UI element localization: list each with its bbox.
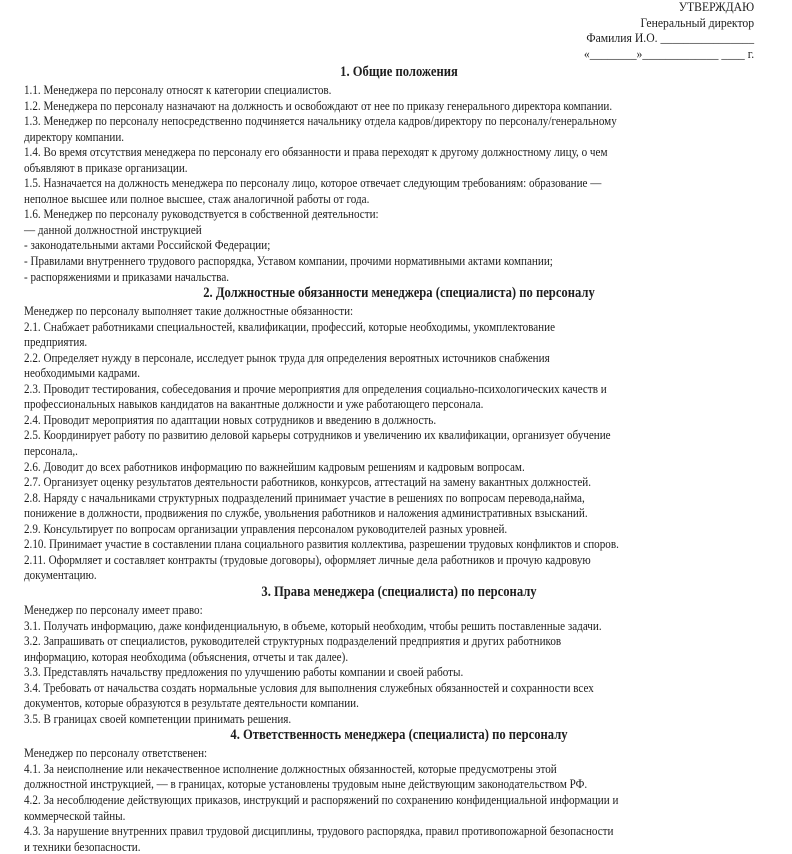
text-line: 4.1. За неисполнение или некачественное исполнение должностных обязанностей, которые предусмотрены этой — [24, 760, 557, 776]
text-line: Менеджер по персоналу ответственен: — [24, 745, 208, 761]
text-line: 3.3. Представлять начальству предложения по улучшению работы компании и своей работы. — [24, 664, 464, 680]
text-line: 3.4. Требовать от начальства создать нормальные условия для выполнения служебных обязанностей и сохранности всех — [24, 679, 594, 695]
text-line: 2.3. Проводит тестирования, собеседования и прочие мероприятия для определения социально-психологических качеств и — [24, 380, 607, 396]
section-heading: 2. Должностные обязанности менеджера (специалиста) по персоналу — [203, 285, 595, 302]
text-line: и техники безопасности. — [24, 838, 141, 854]
text-line: 3.2. Запрашивать от специалистов, руководителей структурных подразделений предприятия и других работников — [24, 633, 562, 649]
section-4 — [24, 726, 774, 854]
text-line: Менеджер по персоналу имеет право: — [24, 601, 203, 617]
text-line: 3.5. В границах своей компетенции принимать решения. — [24, 710, 292, 726]
text-line: - Правилами внутреннего трудового распорядка, Уставом компании, прочими нормативными актами компании; — [24, 253, 553, 269]
text-line: 2.1. Снабжает работниками специальностей, квалификации, профессий, которые необходимы, укомплектование — [24, 318, 556, 334]
text-line: неполное высшее или полное высшее, стаж аналогичной работы от года. — [24, 190, 370, 206]
text-line: 2.9. Консультирует по вопросам организации управления персоналом руководителей разных уровней. — [24, 520, 508, 536]
text-line: необходимыми кадрами. — [24, 365, 140, 381]
text-line: 2.7. Организует оценку результатов деятельности работников, конкурсов, аттестаций на замену вакантных должностей. — [24, 474, 591, 490]
text-line: - распоряжениями и приказами начальства. — [24, 268, 230, 284]
text-line: 1.5. Назначается на должность менеджера по персоналу лицо, которое отвечает следующим требованиям: образование — — [24, 175, 602, 191]
section-heading: 3. Права менеджера (специалиста) по персоналу — [261, 583, 537, 600]
approval-block — [565, 0, 754, 61]
text-line: объявляют в приказе организации. — [24, 159, 188, 175]
section-1 — [24, 63, 774, 284]
text-line: 1.6. Менеджер по персоналу руководствуется в собственной деятельности: — [24, 206, 379, 222]
text-line: 4.3. За нарушение внутренних правил трудовой дисциплины, трудового распорядка, правил противопожарной безопасности — [24, 823, 614, 839]
section-2 — [24, 284, 774, 583]
text-line: 4.2. За несоблюдение действующих приказов, инструкций и распоряжений по сохранению конфиденциальной информации и — [24, 791, 619, 807]
text-line: профессиональных навыков кандидатов на вакантные должности и уже работающего персонала. — [24, 396, 484, 412]
text-line: — данной должностной инструкцией — [24, 221, 202, 237]
text-line: 1.2. Менеджера по персоналу назначают на должность и освобождают от нее по приказу генерального директора компании. — [24, 97, 613, 113]
text-line: документацию. — [24, 567, 97, 583]
section-heading: 1. Общие положения — [340, 64, 458, 80]
approval-date-line: «________»_____________ ____ г. — [583, 45, 754, 61]
text-line: 2.4. Проводит мероприятия по адаптации новых сотрудников и введению в должность. — [24, 411, 437, 427]
text-line: 1.4. Во время отсутствия менеджера по персоналу его обязанности и права переходят к другому должностному лицу, о чем — [24, 144, 608, 160]
text-line: коммерческой тайны. — [24, 807, 126, 823]
text-line: - законодательными актами Российской Федерации; — [24, 237, 271, 253]
section-3 — [24, 583, 774, 726]
text-line: 1.3. Менеджер по персоналу непосредственно подчиняется начальнику отдела кадров/директору по персоналу/генеральному — [24, 113, 617, 129]
text-line: Менеджер по персоналу выполняет такие должностные обязанности: — [24, 303, 354, 319]
text-line: предприятия. — [24, 334, 88, 350]
approval-title: УТВЕРЖДАЮ — [678, 0, 754, 14]
text-line: 2.10. Принимает участие в составлении плана социального развития коллектива, разрешении трудовых конфликтов и споров. — [24, 536, 619, 552]
document-body — [24, 63, 774, 854]
text-line: 2.8. Наряду с начальниками структурных подразделений принимает участие в решениях по вопросам перевода,найма, — [24, 489, 585, 505]
text-line: должностной инструкцией, — в границах, которые установлены трудовым ныне действующим законодательством РФ. — [24, 776, 588, 792]
text-line: 2.11. Оформляет и составляет контракты (трудовые договоры), оформляет личные дела работников и прочую кадровую — [24, 551, 591, 567]
text-line: 2.5. Координирует работу по развитию деловой карьеры сотрудников и увеличению их квалификации, организует обучение — [24, 427, 611, 443]
text-line: персонала,. — [24, 443, 78, 459]
text-line: документов, которые образуются в результате деятельности компании. — [24, 695, 359, 711]
section-heading: 4. Ответственность менеджера (специалиста) по персоналу — [230, 727, 568, 744]
approval-position: Генеральный директор — [640, 14, 754, 30]
text-line: 1.1. Менеджера по персоналу относят к категории специалистов. — [24, 82, 332, 97]
text-line: 3.1. Получать информацию, даже конфиденциальную, в объеме, который необходим, чтобы решить поставленные задачи. — [24, 617, 602, 633]
text-line: 2.6. Доводит до всех работников информацию по важнейшим кадровым решениям и кадровым вопросам. — [24, 458, 525, 474]
text-line: информацию, которая необходима (объяснения, отчеты и так далее). — [24, 648, 349, 664]
text-line: понижение в должности, продвижения по службе, увольнения работников и наложения административных взысканий. — [24, 505, 588, 521]
text-line: 2.2. Определяет нужду в персонале, исследует рынок труда для определения вероятных источников снабжения — [24, 349, 550, 365]
text-line: директору компании. — [24, 128, 125, 144]
approval-name-line: Фамилия И.О. ________________ — [586, 30, 754, 46]
